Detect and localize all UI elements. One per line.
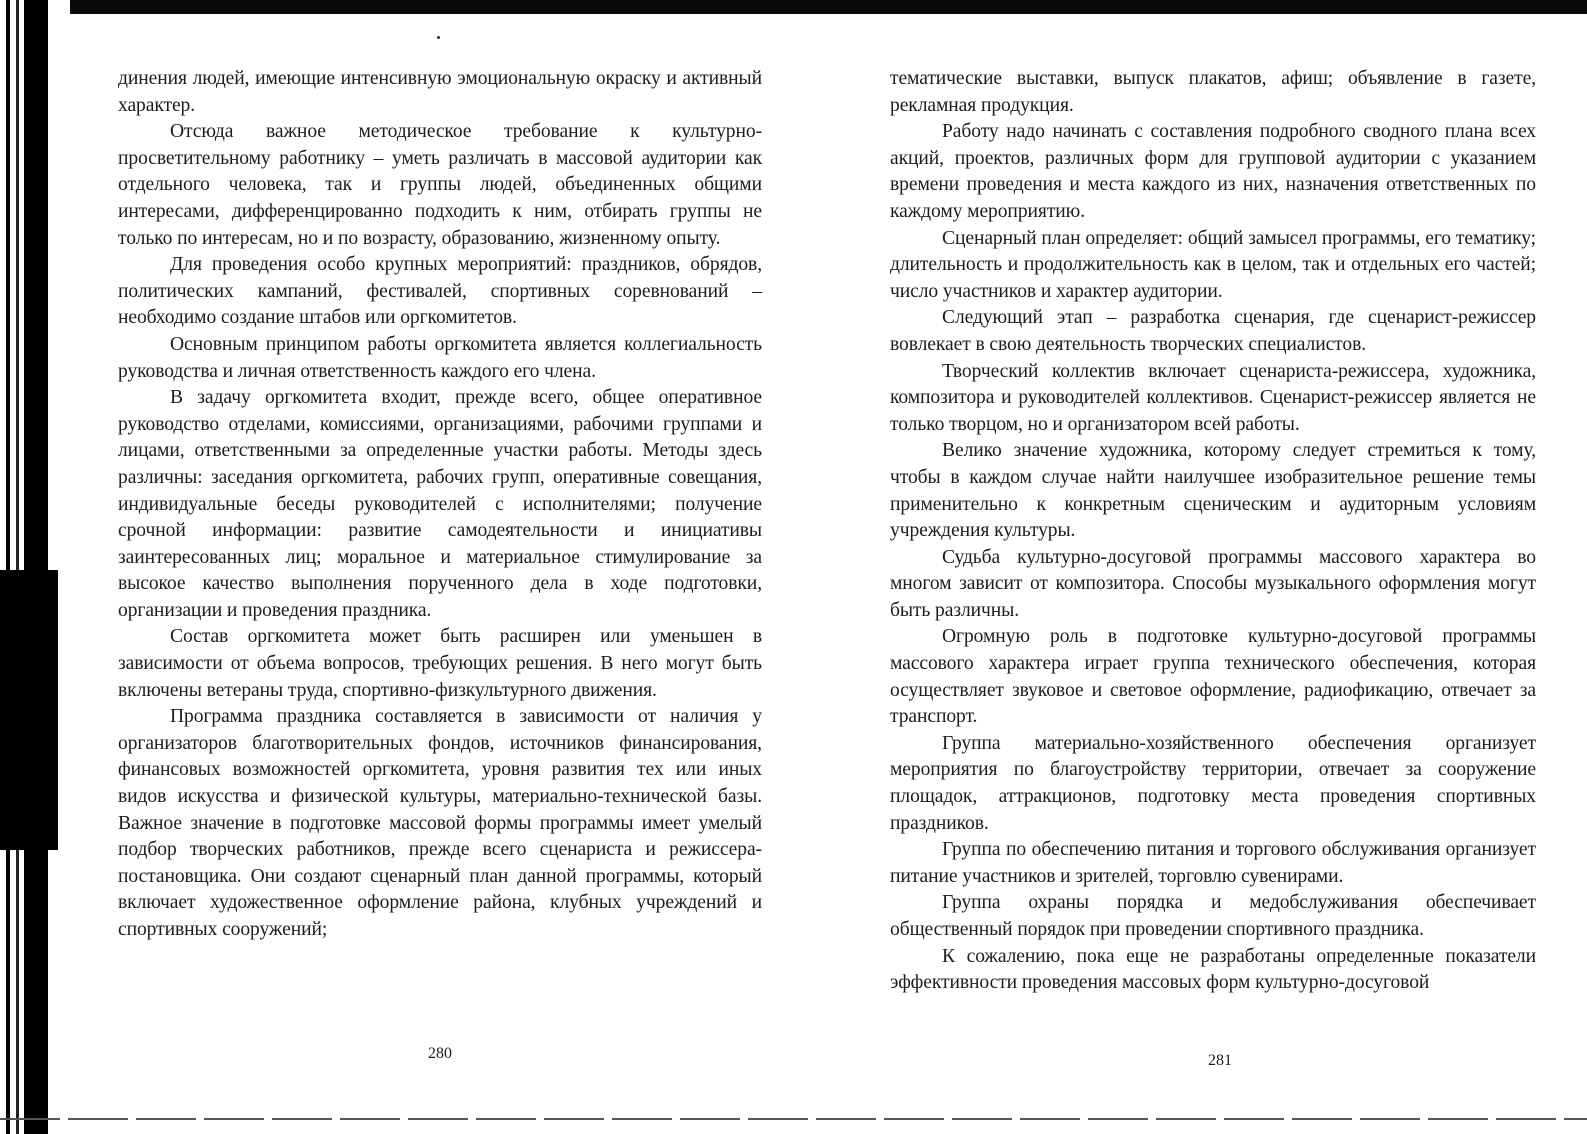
paragraph: динения людей, имеющие интенсивную эмоциональную окраску и активный характер. xyxy=(118,68,762,116)
paragraph: Работу надо начинать с составления подробного сводного плана всех акций, проектов, различных форм для групповой аудитории с указанием времени проведения и места каждого из них, назначения ответственных по каждому мероприятию. xyxy=(890,121,1536,222)
paragraph: тематические выставки, выпуск плакатов, афиш; объявление в газете, рекламная продукция. xyxy=(890,68,1536,116)
paragraph: Группа охраны порядка и медобслуживания обеспечивает общественный порядок при проведении спортивного праздника. xyxy=(890,892,1536,940)
paragraph: Сценарный план определяет: общий замысел программы, его тематику; длительность и продолжительность как в целом, так и отдельных его частей; число участников и характер аудитории. xyxy=(890,227,1536,302)
scan-bottom-border xyxy=(0,1118,1587,1120)
page-number-right: 281 xyxy=(1208,1052,1232,1069)
page-number-left: 280 xyxy=(428,1045,452,1062)
right-page xyxy=(890,66,1536,997)
paragraph: Творческий коллектив включает сценариста-режиссера, художника, композитора и руководителей коллективов. Сценарист-режиссер является не только творцом, но и организатором всей работы. xyxy=(890,360,1536,435)
paragraph: Основным принципом работы оргкомитета является коллегиальность руководства и личная ответственность каждого его члена. xyxy=(118,333,762,382)
book-spine-shadow xyxy=(0,0,70,1134)
paragraph: Состав оргкомитета может быть расширен или уменьшен в зависимости от объема вопросов, требующих решения. В него могут быть включены ветераны труда, спортивно-физкультурного движения. xyxy=(118,626,762,701)
paragraph: Группа по обеспечению питания и торгового обслуживания организует питание участников и зрителей, торговлю сувенирами. xyxy=(890,839,1536,887)
paragraph: К сожалению, пока еще не разработаны определенные показатели эффективности проведения массовых форм культурно-досуговой xyxy=(890,945,1536,994)
scan-speck xyxy=(437,36,440,39)
book-spine-dark-band xyxy=(0,570,60,850)
paragraph: Велико значение художника, которому следует стремиться к тому, чтобы в каждом случае найти наилучшее изобразительное решение темы применительно к конкретным сценическим и аудиторным условиям учреждения культуры. xyxy=(890,440,1536,542)
paragraph: Группа материально-хозяйственного обеспечения организует мероприятия по благоустройству территории, отвечает за сооружение площадок, аттракционов, подготовку места проведения спортивных праздников. xyxy=(890,732,1536,834)
left-page xyxy=(118,66,762,944)
paragraph: Программа праздника составляется в зависимости от наличия у организаторов благотворительных фондов, источников финансирования, финансовых возможностей оргкомитета, уровня развития тех или иных видов искусства и физической культуры, материально-технической базы. Важное значение в подготовке массовой формы программы имеет умелый подбор творческих работников, прежде всего сценариста и режиссера-постановщика. Они создают сценарный план данной программы, который включает художественное оформление района, клубных учреждений и спортивных сооружений; xyxy=(118,706,762,940)
scan-top-border xyxy=(0,0,1587,14)
paragraph: Отсюда важное методическое требование к культурно-просветительному работнику – уметь различать в массовой аудитории как отдельного человека, так и группы людей, объединенных общими интересами, дифференцированно подходить к ним, отбирать группы не только по интересам, но и по возрасту, образованию, жизненному опыту. xyxy=(118,121,762,249)
paragraph: Судьба культурно-досуговой программы массового характера во многом зависит от композитора. Способы музыкального оформления могут быть различны. xyxy=(890,546,1536,621)
paragraph: Для проведения особо крупных мероприятий: праздников, обрядов, политических кампаний, фестивалей, спортивных соревнований – необходимо создание штабов или оргкомитетов. xyxy=(118,254,762,329)
paragraph: Огромную роль в подготовке культурно-досуговой программы массового характера играет группа технического обеспечения, которая осуществляет звуковое и световое оформление, радиофикацию, отвечает за транспорт. xyxy=(890,626,1536,728)
paragraph: В задачу оргкомитета входит, прежде всего, общее оперативное руководство отделами, комиссиями, организациями, рабочими группами и лицами, ответственными за определенные участки работы. Методы здесь различны: заседания оргкомитета, рабочих групп, оперативные совещания, индивидуальные беседы руководителей с исполнителями; получение срочной информации: развитие самодеятельности и инициативы заинтересованных лиц; моральное и материальное стимулирование за высокое качество выполнения порученного дела в ходе подготовки, организации и проведения праздника. xyxy=(118,387,762,621)
paragraph: Следующий этап – разработка сценария, где сценарист-режиссер вовлекает в свою деятельность творческих специалистов. xyxy=(890,307,1536,355)
